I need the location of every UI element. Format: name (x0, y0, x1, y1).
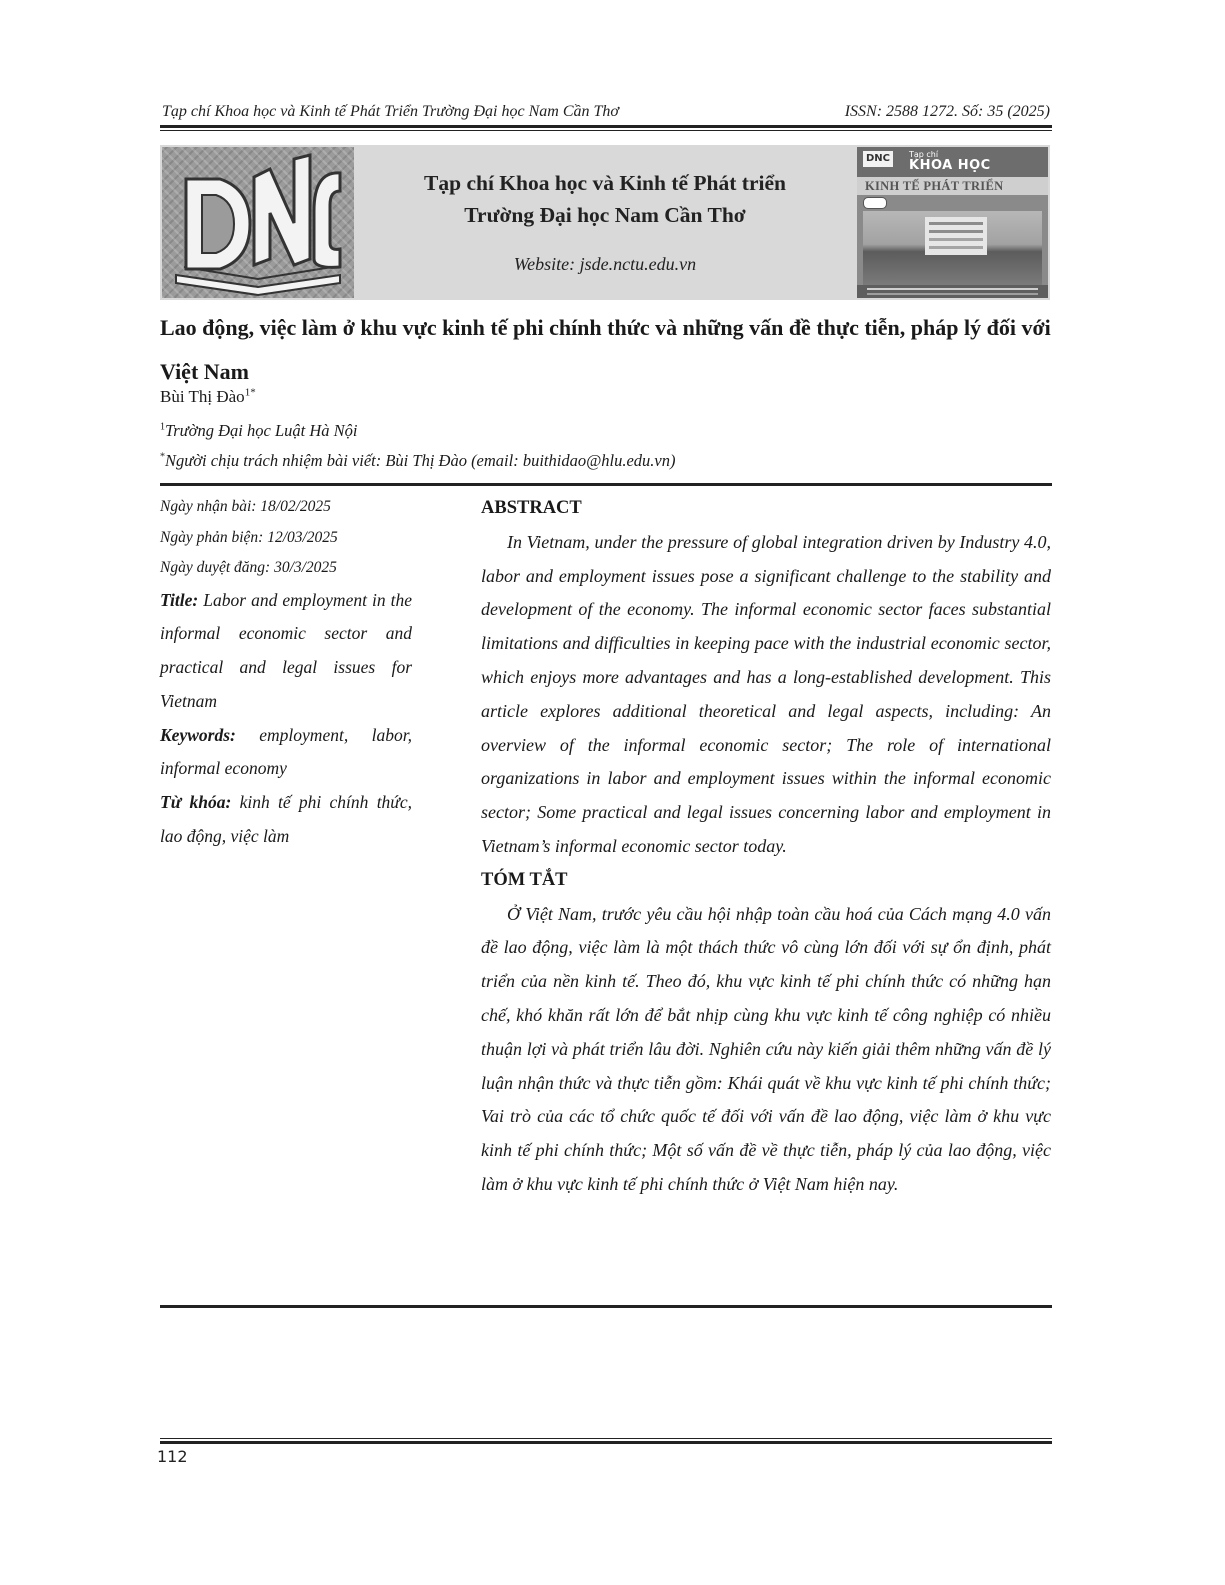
correspondence: Người chịu trách nhiệm bài viết: Bùi Thị Đào (email: buithidao@hlu.edu.vn) (165, 451, 676, 470)
article-info-column (160, 492, 412, 854)
tomtat-heading: TÓM TẮT (481, 869, 568, 890)
accepted-date: Ngày duyệt đăng: 30/3/2025 (160, 559, 337, 576)
page-number: 112 (157, 1447, 188, 1466)
affiliation-line (160, 421, 357, 441)
cover-logo: DNC (863, 151, 893, 167)
cover-title: KHOA HỌC (909, 158, 991, 173)
running-header-journal: Tạp chí Khoa học và Kinh tế Phát Triển Trường Đại học Nam Cần Thơ (162, 103, 619, 120)
cover-footer (857, 285, 1048, 298)
english-title-value: Labor and employment in the informal economic sector and practical and legal issues for Vietnam (160, 589, 413, 711)
keywords-label: Keywords: (160, 724, 236, 745)
running-header-issue: ISSN: 2588 1272. Số: 35 (2025) (844, 103, 1050, 120)
cover-small-label: Tạp chí (909, 150, 939, 159)
correspondence-line (160, 451, 676, 471)
banner-title-line-1: Tạp chí Khoa học và Kinh tế Phát triển (424, 171, 786, 195)
header-rule-thin (160, 130, 1052, 131)
header-rule (160, 125, 1052, 128)
abstract-text: In Vietnam, under the pressure of global integration driven by Industry 4.0, labor and employment issues pose a significant challenge to the stability and development of the economy. The informal economic sector faces substantial limitations and difficulties in keeping pace with the industrial economic sector, which enjoys more advantages and has a long-established development. This article explores additional theoretical and legal aspects, including: An overview of the informal economic sector; The role of international organizations in labor and employment issues within the informal economic sector; Some practical and legal issues concerning labor and employment in Vietnam’s informal economic sector today. (481, 531, 1051, 856)
article-title: Lao động, việc làm ở khu vực kinh tế phi chính thức và những vấn đề thực tiễn, pháp lý đối với Việt Nam (160, 315, 1051, 384)
correspondence-mark: * (160, 451, 165, 463)
cover-subtitle: KINH TẾ PHÁT TRIỂN (865, 179, 1004, 193)
abstract-heading: ABSTRACT (481, 498, 582, 518)
dnc-logo (162, 147, 354, 298)
footer-rule-thin (160, 1438, 1052, 1439)
section-rule-top (160, 483, 1052, 486)
affiliation-mark: 1 (160, 421, 165, 433)
reviewed-date: Ngày phản biện: 12/03/2025 (160, 528, 338, 546)
journal-banner (160, 145, 1050, 300)
banner-title-block (356, 145, 854, 300)
author-mark: 1* (244, 386, 256, 399)
keywords (160, 719, 412, 787)
journal-cover-thumbnail (857, 147, 1048, 298)
dnc-book-logo-icon (162, 147, 354, 298)
abstract-column (481, 492, 1051, 1202)
author-name: Bùi Thị Đào (160, 387, 245, 406)
cover-stage-screen (925, 217, 987, 255)
affiliation: Trường Đại học Luật Hà Nội (165, 421, 358, 440)
banner-title-line-2: Trường Đại học Nam Cần Thơ (464, 203, 746, 227)
footer-rule (160, 1441, 1052, 1444)
english-title (160, 584, 412, 719)
section-rule-bottom (160, 1305, 1052, 1308)
keywords-value: employment, labor, informal economy (160, 724, 412, 779)
author-line (160, 387, 256, 407)
tu-khoa-value: kinh tế phi chính thức, lao động, việc làm (160, 792, 412, 847)
received-date: Ngày nhận bài: 18/02/2025 (160, 498, 331, 515)
tomtat-text: Ở Việt Nam, trước yêu cầu hội nhập toàn cầu hoá của Cách mạng 4.0 vấn đề lao động, việc làm là một thách thức vô cùng lớn đối với sự ổn định, phát triển của nền kinh tế. Theo đó, khu vực kinh tế phi chính thức có những hạn chế, khó khăn rất lớn để bắt nhịp cùng khu vực kinh tế công nghiệp có nhiều thuận lợi và phát triển lâu đời. Nghiên cứu này kiến giải thêm những vấn đề lý luận nhận thức và thực tiễn gồm: Khái quát về khu vực kinh tế phi chính thức; Vai trò của các tổ chức quốc tế đối với vấn đề lao động, việc làm ở khu vực kinh tế phi chính thức; Một số vấn đề về thực tiễn, pháp lý của lao động, việc làm ở khu vực kinh tế phi chính thức ở Việt Nam hiện nay. (481, 903, 1051, 1194)
journal-website: Website: jsde.nctu.edu.vn (513, 254, 697, 274)
cover-badge-icon (863, 197, 887, 209)
english-title-label: Title: (160, 589, 199, 610)
tu-khoa (160, 786, 412, 854)
running-header (160, 101, 1050, 125)
tu-khoa-label: Từ khóa: (160, 792, 232, 813)
